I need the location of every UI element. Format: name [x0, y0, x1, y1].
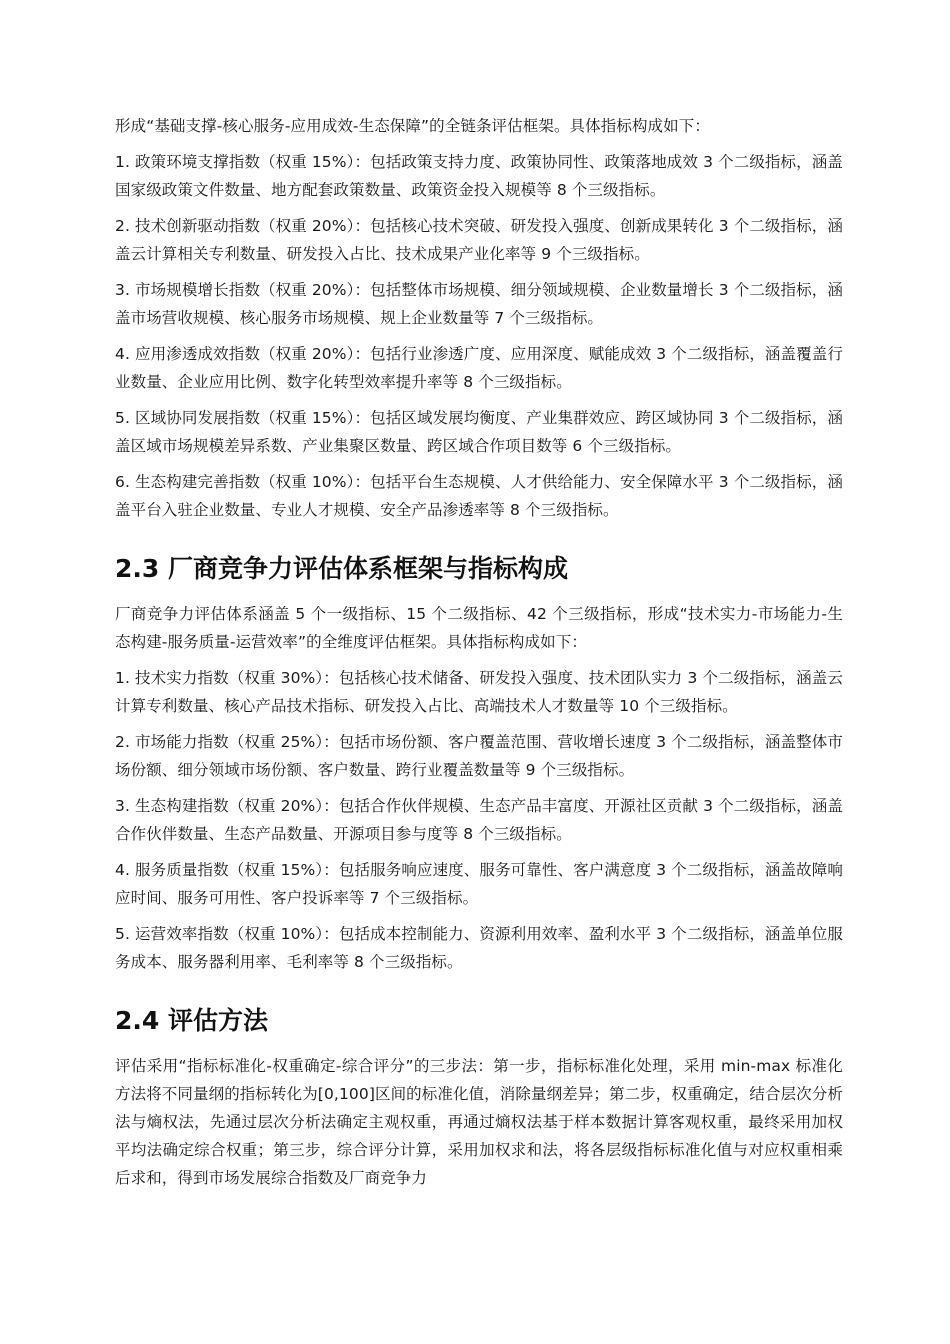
section-heading-2-4: 2.4 评估方法 [115, 1006, 268, 1035]
indicator-item: 1. 技术实力指数（权重 30%）：包括核心技术储备、研发投入强度、技术团队实力 3 个二级指标，涵盖云计算专利数量、核心产品技术指标、研发投入占比、高端技术人才数量等 10 个三级指标。 [115, 669, 843, 715]
indicator-item: 3. 市场规模增长指数（权重 20%）：包括整体市场规模、细分领域规模、企业数量增长 3 个二级指标，涵盖市场营收规模、核心服务市场规模、规上企业数量等 7 个三级指标。 [115, 281, 843, 327]
indicator-item: 5. 区域协同发展指数（权重 15%）：包括区域发展均衡度、产业集群效应、跨区域协同 3 个二级指标，涵盖区域市场规模差异系数、产业集聚区数量、跨区域合作项目数等 6 个三级指标。 [115, 409, 843, 455]
document-page [115, 112, 843, 1200]
indicator-item: 3. 生态构建指数（权重 20%）：包括合作伙伴规模、生态产品丰富度、开源社区贡献 3 个二级指标，涵盖合作伙伴数量、生态产品数量、开源项目参与度等 8 个三级指标。 [115, 797, 843, 843]
indicator-item: 2. 技术创新驱动指数（权重 20%）：包括核心技术突破、研发投入强度、创新成果转化 3 个二级指标，涵盖云计算相关专利数量、研发投入占比、技术成果产业化率等 9 个三级指标。 [115, 217, 843, 263]
section-heading-2-3: 2.3 厂商竞争力评估体系框架与指标构成 [115, 554, 568, 583]
indicator-item: 6. 生态构建完善指数（权重 10%）：包括平台生态规模、人才供给能力、安全保障水平 3 个二级指标，涵盖平台入驻企业数量、专业人才规模、安全产品渗透率等 8 个三级指标。 [115, 473, 843, 519]
section-2-3-intro: 厂商竞争力评估体系涵盖 5 个一级指标、15 个二级指标、42 个三级指标，形成“技术实力-市场能力-生态构建-服务质量-运营效率”的全维度评估框架。具体指标构成如下： [115, 605, 843, 651]
section-2-2-intro: 形成“基础支撑-核心服务-应用成效-生态保障”的全链条评估框架。具体指标构成如下： [115, 117, 710, 135]
indicator-item: 5. 运营效率指数（权重 10%）：包括成本控制能力、资源利用效率、盈利水平 3 个二级指标，涵盖单位服务成本、服务器利用率、毛利率等 8 个三级指标。 [115, 925, 843, 971]
indicator-item: 4. 服务质量指数（权重 15%）：包括服务响应速度、服务可靠性、客户满意度 3 个二级指标，涵盖故障响应时间、服务可用性、客户投诉率等 7 个三级指标。 [115, 861, 843, 907]
section-2-4-body: 评估采用“指标标准化-权重确定-综合评分”的三步法：第一步，指标标准化处理，采用 min-max 标准化方法将不同量纲的指标转化为[0,100]区间的标准化值，消除量纲差异；第二步，权重确定，结合层次分析法与熵权法，先通过层次分析法确定主观权重，再通过熵权法基于样本数据计算客观权重，最终采用加权平均法确定综合权重；第三步，综合评分计算，采用加权求和法，将各层级指标标准化值与对应权重相乘后求和，得到市场发展综合指数及厂商竞争力 [115, 1057, 843, 1187]
indicator-item: 2. 市场能力指数（权重 25%）：包括市场份额、客户覆盖范围、营收增长速度 3 个二级指标，涵盖整体市场份额、细分领域市场份额、客户数量、跨行业覆盖数量等 9 个三级指标。 [115, 733, 843, 779]
indicator-item: 1. 政策环境支撑指数（权重 15%）：包括政策支持力度、政策协同性、政策落地成效 3 个二级指标，涵盖国家级政策文件数量、地方配套政策数量、政策资金投入规模等 8 个三级指标。 [115, 153, 843, 199]
indicator-item: 4. 应用渗透成效指数（权重 20%）：包括行业渗透广度、应用深度、赋能成效 3 个二级指标，涵盖覆盖行业数量、企业应用比例、数字化转型效率提升率等 8 个三级指标。 [115, 345, 843, 391]
